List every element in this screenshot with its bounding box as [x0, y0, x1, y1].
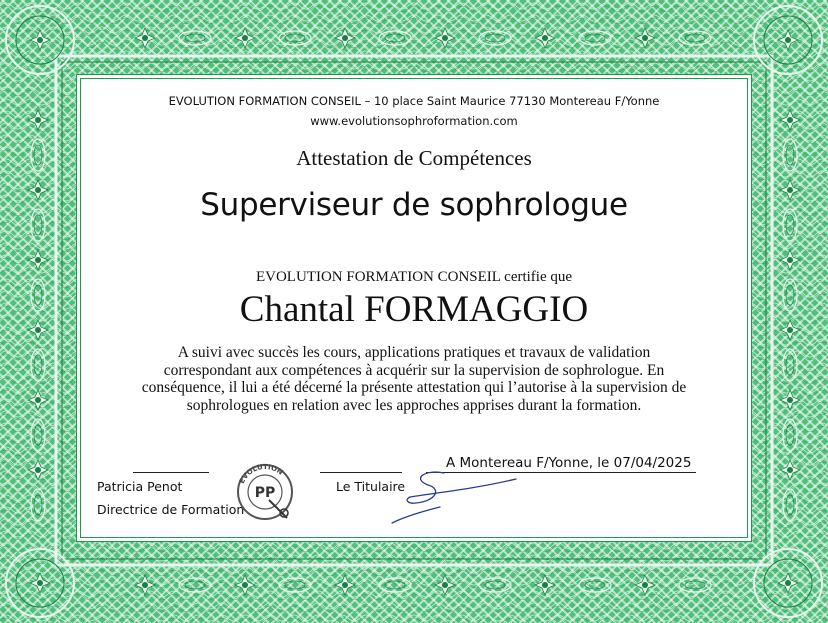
- svg-text:EVOLUTION: [238, 463, 285, 485]
- recipient-name: Chantal FORMAGGIO: [239, 289, 589, 330]
- attestation-heading: Attestation de Compétences: [296, 146, 532, 170]
- certifying-organisation: EVOLUTION FORMATION CONSEIL: [255, 269, 501, 285]
- achievement-line: conséquence, il lui a été décerné la présente attestation qui l’autorise à la supervision de: [141, 379, 687, 396]
- director-title: Directrice de Formation: [97, 502, 245, 517]
- seal-initials: PP: [254, 485, 276, 501]
- course-title: Superviseur de sophrologue: [200, 187, 628, 223]
- organisation-address: EVOLUTION FORMATION CONSEIL – 10 place Saint Maurice 77130 Montereau F/Yonne: [168, 94, 660, 108]
- achievement-text: [104, 344, 724, 414]
- place-and-date: A Montereau F/Yonne, le 07/04/2025: [446, 455, 692, 471]
- certifies-text: certifie que: [500, 269, 573, 285]
- handwritten-signature: [384, 467, 524, 527]
- achievement-line: sophrologues en relation avec les approches apprises durant la formation.: [186, 396, 642, 414]
- achievement-line: A suivi avec succès les cours, applications pratiques et travaux de validation: [177, 344, 651, 361]
- organisation-website: www.evolutionsophroformation.com: [310, 114, 518, 128]
- achievement-line: correspondant aux compétences à acquérir sur la supervision de sophrologue. En: [163, 361, 665, 379]
- certification-statement: [84, 269, 744, 286]
- holder-label: Le Titulaire: [336, 479, 406, 494]
- director-name: Patricia Penot: [97, 479, 183, 494]
- seal-arc-text: EVOLUTION: [237, 462, 285, 485]
- seal-stamp: [229, 460, 301, 524]
- certificate-panel: [84, 82, 744, 534]
- director-signature-line: [133, 472, 209, 473]
